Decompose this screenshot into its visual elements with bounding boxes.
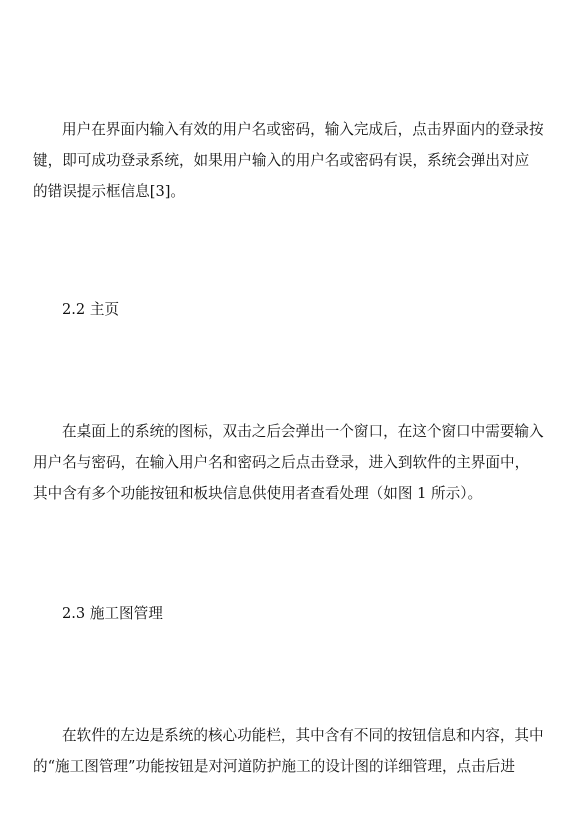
paragraph-line: 用户名与密码，在输入用户名和密码之后点击登录，进入到软件的主界面中，	[33, 454, 530, 471]
paragraph-line: 其中含有多个功能按钮和板块信息供使用者查看处理（如图 1 所示）。	[33, 485, 483, 502]
paragraph-line: 的错误提示框信息[3]。	[33, 183, 186, 200]
paragraph-line: 在桌面上的系统的图标，双击之后会弹出一个窗口，在这个窗口中需要输入	[62, 423, 544, 440]
paragraph-homepage-description	[33, 416, 544, 509]
section-heading-drawings: 2.3 施工图管理	[62, 605, 163, 622]
paragraph-login-description	[33, 114, 544, 207]
paragraph-line: 的“施工图管理”功能按钮是对河道防护施工的设计图的详细管理，点击后进	[33, 758, 515, 775]
paragraph-line: 在软件的左边是系统的核心功能栏，其中含有不同的按钮信息和内容，其中	[62, 727, 544, 744]
section-heading-homepage: 2.2 主页	[62, 301, 120, 318]
paragraph-line: 用户在界面内输入有效的用户名或密码，输入完成后，点击界面内的登录按	[62, 121, 544, 138]
paragraph-drawings-description	[33, 720, 544, 782]
paragraph-line: 键，即可成功登录系统，如果用户输入的用户名或密码有误，系统会弹出对应	[33, 152, 530, 169]
